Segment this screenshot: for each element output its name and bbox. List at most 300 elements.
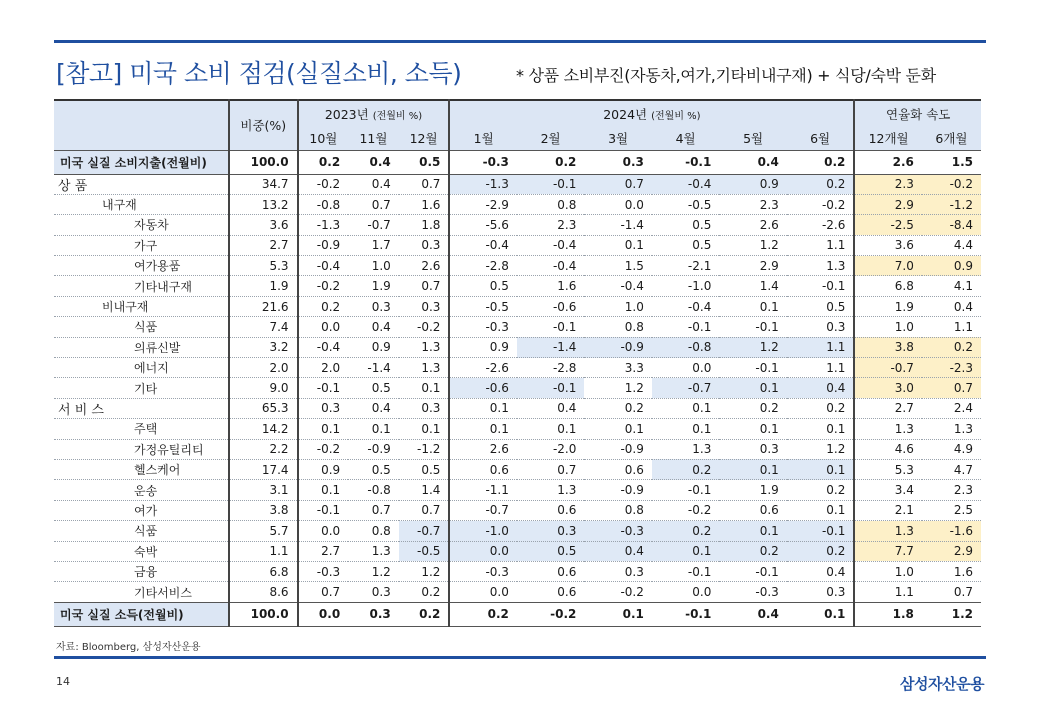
value-cell: 1.0	[584, 296, 651, 316]
weight-cell: 3.1	[229, 480, 298, 500]
value-cell: 0.3	[298, 398, 349, 418]
value-cell: -0.2	[298, 276, 349, 296]
value-cell: 1.3	[787, 256, 855, 276]
value-cell: 1.0	[854, 317, 921, 337]
table-row	[54, 337, 981, 357]
value-cell: -0.4	[584, 276, 651, 296]
row-label: 기타서비스	[54, 582, 229, 602]
table-row	[54, 174, 981, 194]
value-cell: 2.9	[854, 194, 921, 214]
source-note: 자료: Bloomberg, 삼성자산운용	[56, 642, 201, 653]
value-cell: 1.5	[584, 256, 651, 276]
value-cell: 3.0	[854, 378, 921, 398]
value-cell: 1.3	[517, 480, 584, 500]
header-month: 6월	[787, 126, 855, 150]
header-blank	[54, 100, 229, 150]
table-row	[54, 235, 981, 255]
value-cell: 1.3	[348, 541, 399, 561]
value-cell: 0.1	[517, 419, 584, 439]
value-cell: -2.6	[449, 358, 516, 378]
value-cell: -0.8	[348, 480, 399, 500]
row-label: 자동차	[54, 215, 229, 235]
value-cell: 2.6	[399, 256, 450, 276]
value-cell: -0.2	[787, 194, 855, 214]
value-cell: 1.7	[348, 235, 399, 255]
value-cell: 0.0	[298, 317, 349, 337]
value-cell: 0.1	[584, 235, 651, 255]
row-label: 의류신발	[54, 337, 229, 357]
year-2024-label: 2024년	[603, 106, 648, 122]
value-cell: 0.1	[719, 296, 786, 316]
value-cell: 0.7	[922, 378, 981, 398]
weight-cell: 2.7	[229, 235, 298, 255]
value-cell: -0.6	[517, 296, 584, 316]
value-cell: -0.9	[584, 439, 651, 459]
header-month: 5월	[719, 126, 786, 150]
row-label: 기타	[54, 378, 229, 398]
header-annualized: 연율화 속도	[854, 100, 981, 126]
value-cell: 0.1	[719, 378, 786, 398]
row-label: 에너지	[54, 358, 229, 378]
value-cell: 0.9	[719, 174, 786, 194]
table-row	[54, 541, 981, 561]
brand-logo-text: 삼성자산운용	[900, 675, 984, 693]
value-cell: 1.2	[719, 235, 786, 255]
weight-cell: 3.8	[229, 500, 298, 520]
value-cell: 0.2	[787, 398, 855, 418]
value-cell: 0.8	[348, 521, 399, 541]
weight-cell: 2.2	[229, 439, 298, 459]
value-cell: 1.2	[399, 561, 450, 581]
value-cell: 0.9	[922, 256, 981, 276]
value-cell: 0.2	[719, 398, 786, 418]
value-cell: -1.1	[449, 480, 516, 500]
value-cell: -0.7	[399, 521, 450, 541]
table-body	[54, 150, 981, 626]
weight-cell: 1.9	[229, 276, 298, 296]
value-cell: 3.8	[854, 337, 921, 357]
value-cell: -0.7	[652, 378, 719, 398]
value-cell: 0.4	[348, 398, 399, 418]
row-label: 주택	[54, 419, 229, 439]
value-cell: 2.9	[922, 541, 981, 561]
value-cell: 4.1	[922, 276, 981, 296]
value-cell: -0.1	[652, 561, 719, 581]
value-cell: 0.2	[787, 480, 855, 500]
value-cell: -0.2	[399, 317, 450, 337]
row-label: 가정유틸리티	[54, 439, 229, 459]
year-2023-note: (전월비 %)	[372, 110, 423, 122]
header-month: 12개월	[854, 126, 921, 150]
value-cell: 2.3	[517, 215, 584, 235]
value-cell: -0.4	[517, 256, 584, 276]
value-cell: 0.3	[517, 521, 584, 541]
value-cell: 0.1	[399, 419, 450, 439]
value-cell: -0.2	[517, 602, 584, 626]
value-cell: 1.3	[652, 439, 719, 459]
value-cell: 0.4	[348, 150, 399, 174]
table-row	[54, 459, 981, 479]
value-cell: 6.8	[854, 276, 921, 296]
value-cell: 0.6	[517, 582, 584, 602]
value-cell: -1.2	[922, 194, 981, 214]
weight-cell: 100.0	[229, 602, 298, 626]
value-cell: -2.5	[854, 215, 921, 235]
value-cell: 0.2	[719, 541, 786, 561]
value-cell: 0.7	[298, 582, 349, 602]
header-month: 10월	[298, 126, 349, 150]
row-label: 기타내구재	[54, 276, 229, 296]
value-cell: -1.0	[652, 276, 719, 296]
value-cell: 0.8	[517, 194, 584, 214]
table-row	[54, 521, 981, 541]
value-cell: 0.3	[399, 398, 450, 418]
value-cell: 0.8	[584, 317, 651, 337]
value-cell: -0.9	[584, 337, 651, 357]
table-row	[54, 398, 981, 418]
value-cell: -2.3	[922, 358, 981, 378]
value-cell: 0.2	[652, 521, 719, 541]
value-cell: -0.2	[652, 500, 719, 520]
value-cell: 2.3	[719, 194, 786, 214]
value-cell: 0.7	[922, 582, 981, 602]
weight-cell: 6.8	[229, 561, 298, 581]
value-cell: 0.1	[719, 521, 786, 541]
value-cell: -2.9	[449, 194, 516, 214]
value-cell: 1.9	[719, 480, 786, 500]
value-cell: 0.6	[517, 500, 584, 520]
header-month: 1월	[449, 126, 516, 150]
weight-cell: 5.7	[229, 521, 298, 541]
value-cell: 1.0	[854, 561, 921, 581]
value-cell: 0.6	[517, 561, 584, 581]
value-cell: -2.0	[517, 439, 584, 459]
value-cell: -2.8	[449, 256, 516, 276]
value-cell: -0.4	[652, 174, 719, 194]
value-cell: 0.4	[719, 602, 786, 626]
value-cell: -8.4	[922, 215, 981, 235]
value-cell: -0.7	[854, 358, 921, 378]
value-cell: -0.1	[652, 317, 719, 337]
value-cell: 1.8	[854, 602, 921, 626]
bottom-rule	[54, 656, 986, 659]
table-row	[54, 602, 981, 626]
value-cell: 0.0	[652, 582, 719, 602]
value-cell: 0.1	[652, 398, 719, 418]
value-cell: 0.2	[298, 296, 349, 316]
value-cell: -2.1	[652, 256, 719, 276]
value-cell: 0.3	[348, 602, 399, 626]
header-month: 2월	[517, 126, 584, 150]
value-cell: 1.2	[787, 439, 855, 459]
value-cell: 0.3	[348, 582, 399, 602]
value-cell: 7.7	[854, 541, 921, 561]
value-cell: -0.5	[449, 296, 516, 316]
value-cell: 7.0	[854, 256, 921, 276]
value-cell: 0.1	[652, 541, 719, 561]
value-cell: 0.9	[298, 459, 349, 479]
value-cell: -0.1	[787, 276, 855, 296]
row-label: 미국 실질 소비지출(전월비)	[54, 150, 229, 174]
row-label: 미국 실질 소득(전월비)	[54, 602, 229, 626]
value-cell: 0.2	[584, 398, 651, 418]
table-row	[54, 582, 981, 602]
value-cell: 0.1	[652, 419, 719, 439]
row-label: 여가	[54, 500, 229, 520]
value-cell: 0.1	[449, 419, 516, 439]
value-cell: 0.7	[584, 174, 651, 194]
value-cell: 0.5	[348, 378, 399, 398]
value-cell: -1.3	[298, 215, 349, 235]
value-cell: -1.0	[449, 521, 516, 541]
value-cell: 0.9	[449, 337, 516, 357]
value-cell: 0.2	[449, 602, 516, 626]
value-cell: 1.0	[348, 256, 399, 276]
value-cell: 0.2	[399, 602, 450, 626]
value-cell: 0.6	[584, 459, 651, 479]
value-cell: 0.1	[298, 419, 349, 439]
value-cell: -0.7	[348, 215, 399, 235]
value-cell: 1.4	[399, 480, 450, 500]
value-cell: 0.5	[348, 459, 399, 479]
value-cell: -0.3	[584, 521, 651, 541]
value-cell: 0.4	[517, 398, 584, 418]
value-cell: 1.8	[399, 215, 450, 235]
value-cell: -0.4	[449, 235, 516, 255]
value-cell: -2.6	[787, 215, 855, 235]
value-cell: 2.6	[719, 215, 786, 235]
value-cell: -0.4	[652, 296, 719, 316]
table-row	[54, 480, 981, 500]
value-cell: 0.1	[787, 459, 855, 479]
value-cell: 0.2	[787, 541, 855, 561]
value-cell: 0.2	[652, 459, 719, 479]
table-row	[54, 500, 981, 520]
year-2024-note: (전월비 %)	[651, 110, 701, 122]
value-cell: 4.9	[922, 439, 981, 459]
value-cell: 2.3	[922, 480, 981, 500]
table-row	[54, 276, 981, 296]
value-cell: 0.5	[652, 215, 719, 235]
weight-cell: 1.1	[229, 541, 298, 561]
value-cell: 2.6	[449, 439, 516, 459]
weight-cell: 5.3	[229, 256, 298, 276]
value-cell: 0.1	[449, 398, 516, 418]
value-cell: -0.1	[517, 174, 584, 194]
value-cell: -0.1	[787, 521, 855, 541]
value-cell: 2.1	[854, 500, 921, 520]
value-cell: 1.2	[719, 337, 786, 357]
value-cell: -0.1	[719, 317, 786, 337]
value-cell: 0.4	[348, 174, 399, 194]
value-cell: 0.4	[584, 541, 651, 561]
value-cell: 3.6	[854, 235, 921, 255]
table-row	[54, 256, 981, 276]
value-cell: 1.2	[584, 378, 651, 398]
table-row	[54, 296, 981, 316]
weight-cell: 8.6	[229, 582, 298, 602]
value-cell: 0.6	[719, 500, 786, 520]
row-label: 여가용품	[54, 256, 229, 276]
value-cell: 0.7	[399, 174, 450, 194]
weight-cell: 7.4	[229, 317, 298, 337]
value-cell: 0.0	[652, 358, 719, 378]
table-row	[54, 358, 981, 378]
weight-cell: 65.3	[229, 398, 298, 418]
value-cell: 0.7	[348, 500, 399, 520]
value-cell: 0.4	[348, 317, 399, 337]
value-cell: 1.2	[922, 602, 981, 626]
value-cell: -0.3	[449, 150, 516, 174]
table-row	[54, 378, 981, 398]
value-cell: -1.4	[348, 358, 399, 378]
value-cell: 1.3	[922, 419, 981, 439]
value-cell: -0.9	[298, 235, 349, 255]
value-cell: 2.6	[854, 150, 921, 174]
value-cell: -0.3	[298, 561, 349, 581]
value-cell: -0.3	[449, 317, 516, 337]
value-cell: -0.4	[298, 256, 349, 276]
value-cell: -0.8	[298, 194, 349, 214]
weight-cell: 3.2	[229, 337, 298, 357]
header-year-2024	[449, 100, 854, 126]
year-2023-label: 2023년	[324, 106, 369, 122]
value-cell: -0.1	[719, 561, 786, 581]
page-title: [참고] 미국 소비 점검(실질소비, 소득)	[56, 59, 462, 88]
value-cell: 0.3	[584, 561, 651, 581]
value-cell: -0.1	[517, 378, 584, 398]
value-cell: 0.0	[449, 582, 516, 602]
weight-cell: 2.0	[229, 358, 298, 378]
value-cell: 4.6	[854, 439, 921, 459]
row-label: 금융	[54, 561, 229, 581]
value-cell: 1.9	[854, 296, 921, 316]
value-cell: -1.6	[922, 521, 981, 541]
value-cell: 0.2	[298, 150, 349, 174]
row-label: 식품	[54, 317, 229, 337]
value-cell: 4.7	[922, 459, 981, 479]
row-label: 내구재	[54, 194, 229, 214]
value-cell: -0.2	[298, 439, 349, 459]
value-cell: 0.1	[787, 419, 855, 439]
value-cell: -2.8	[517, 358, 584, 378]
value-cell: 0.1	[298, 480, 349, 500]
table-row	[54, 439, 981, 459]
value-cell: -0.3	[719, 582, 786, 602]
value-cell: 0.7	[399, 500, 450, 520]
value-cell: 0.5	[399, 150, 450, 174]
value-cell: 0.3	[348, 296, 399, 316]
consumption-table-wrapper	[54, 99, 981, 627]
weight-cell: 34.7	[229, 174, 298, 194]
value-cell: 1.1	[854, 582, 921, 602]
table-row	[54, 419, 981, 439]
value-cell: -0.2	[298, 174, 349, 194]
value-cell: 0.5	[787, 296, 855, 316]
page-number: 14	[56, 675, 70, 688]
table-row	[54, 150, 981, 174]
weight-cell: 13.2	[229, 194, 298, 214]
value-cell: -0.6	[449, 378, 516, 398]
row-label: 상 품	[54, 174, 229, 194]
value-cell: 1.6	[399, 194, 450, 214]
page-subtitle: * 상품 소비부진(자동차,여가,기타비내구재) + 식당/숙박 둔화	[516, 66, 936, 85]
value-cell: 0.1	[399, 378, 450, 398]
row-label: 식품	[54, 521, 229, 541]
value-cell: -0.9	[584, 480, 651, 500]
value-cell: 0.3	[787, 317, 855, 337]
value-cell: 0.2	[787, 150, 855, 174]
row-label: 가구	[54, 235, 229, 255]
value-cell: 5.3	[854, 459, 921, 479]
table-row	[54, 317, 981, 337]
consumption-table	[54, 99, 981, 627]
value-cell: 0.7	[399, 276, 450, 296]
value-cell: 1.5	[922, 150, 981, 174]
weight-cell: 14.2	[229, 419, 298, 439]
value-cell: -0.1	[719, 358, 786, 378]
value-cell: 1.3	[399, 358, 450, 378]
row-label: 비내구재	[54, 296, 229, 316]
value-cell: 0.0	[449, 541, 516, 561]
value-cell: -0.4	[517, 235, 584, 255]
value-cell: 2.7	[298, 541, 349, 561]
value-cell: 0.0	[298, 602, 349, 626]
header-month: 3월	[584, 126, 651, 150]
value-cell: -0.9	[348, 439, 399, 459]
value-cell: 0.3	[399, 235, 450, 255]
value-cell: 0.3	[719, 439, 786, 459]
value-cell: 3.3	[584, 358, 651, 378]
value-cell: 3.4	[854, 480, 921, 500]
value-cell: 1.1	[922, 317, 981, 337]
weight-cell: 21.6	[229, 296, 298, 316]
value-cell: 1.3	[854, 521, 921, 541]
value-cell: 0.3	[584, 150, 651, 174]
value-cell: -0.1	[517, 317, 584, 337]
value-cell: 2.5	[922, 500, 981, 520]
row-label: 헬스케어	[54, 459, 229, 479]
value-cell: 1.1	[787, 235, 855, 255]
value-cell: 1.9	[348, 276, 399, 296]
value-cell: 0.9	[348, 337, 399, 357]
weight-cell: 17.4	[229, 459, 298, 479]
value-cell: -0.1	[298, 378, 349, 398]
value-cell: -0.5	[399, 541, 450, 561]
value-cell: 2.4	[922, 398, 981, 418]
value-cell: -0.2	[922, 174, 981, 194]
value-cell: 0.2	[787, 174, 855, 194]
value-cell: 0.5	[517, 541, 584, 561]
header-weight: 비중(%)	[229, 100, 298, 150]
value-cell: 2.0	[298, 358, 349, 378]
value-cell: 0.5	[399, 459, 450, 479]
value-cell: -5.6	[449, 215, 516, 235]
value-cell: 0.1	[584, 602, 651, 626]
header-month: 6개월	[922, 126, 981, 150]
value-cell: -1.4	[517, 337, 584, 357]
value-cell: -0.1	[652, 602, 719, 626]
value-cell: 0.5	[449, 276, 516, 296]
value-cell: 1.4	[719, 276, 786, 296]
value-cell: -0.3	[449, 561, 516, 581]
value-cell: 1.2	[348, 561, 399, 581]
value-cell: 0.1	[719, 459, 786, 479]
value-cell: 0.6	[449, 459, 516, 479]
value-cell: 1.6	[517, 276, 584, 296]
value-cell: 0.1	[719, 419, 786, 439]
value-cell: 0.2	[922, 337, 981, 357]
